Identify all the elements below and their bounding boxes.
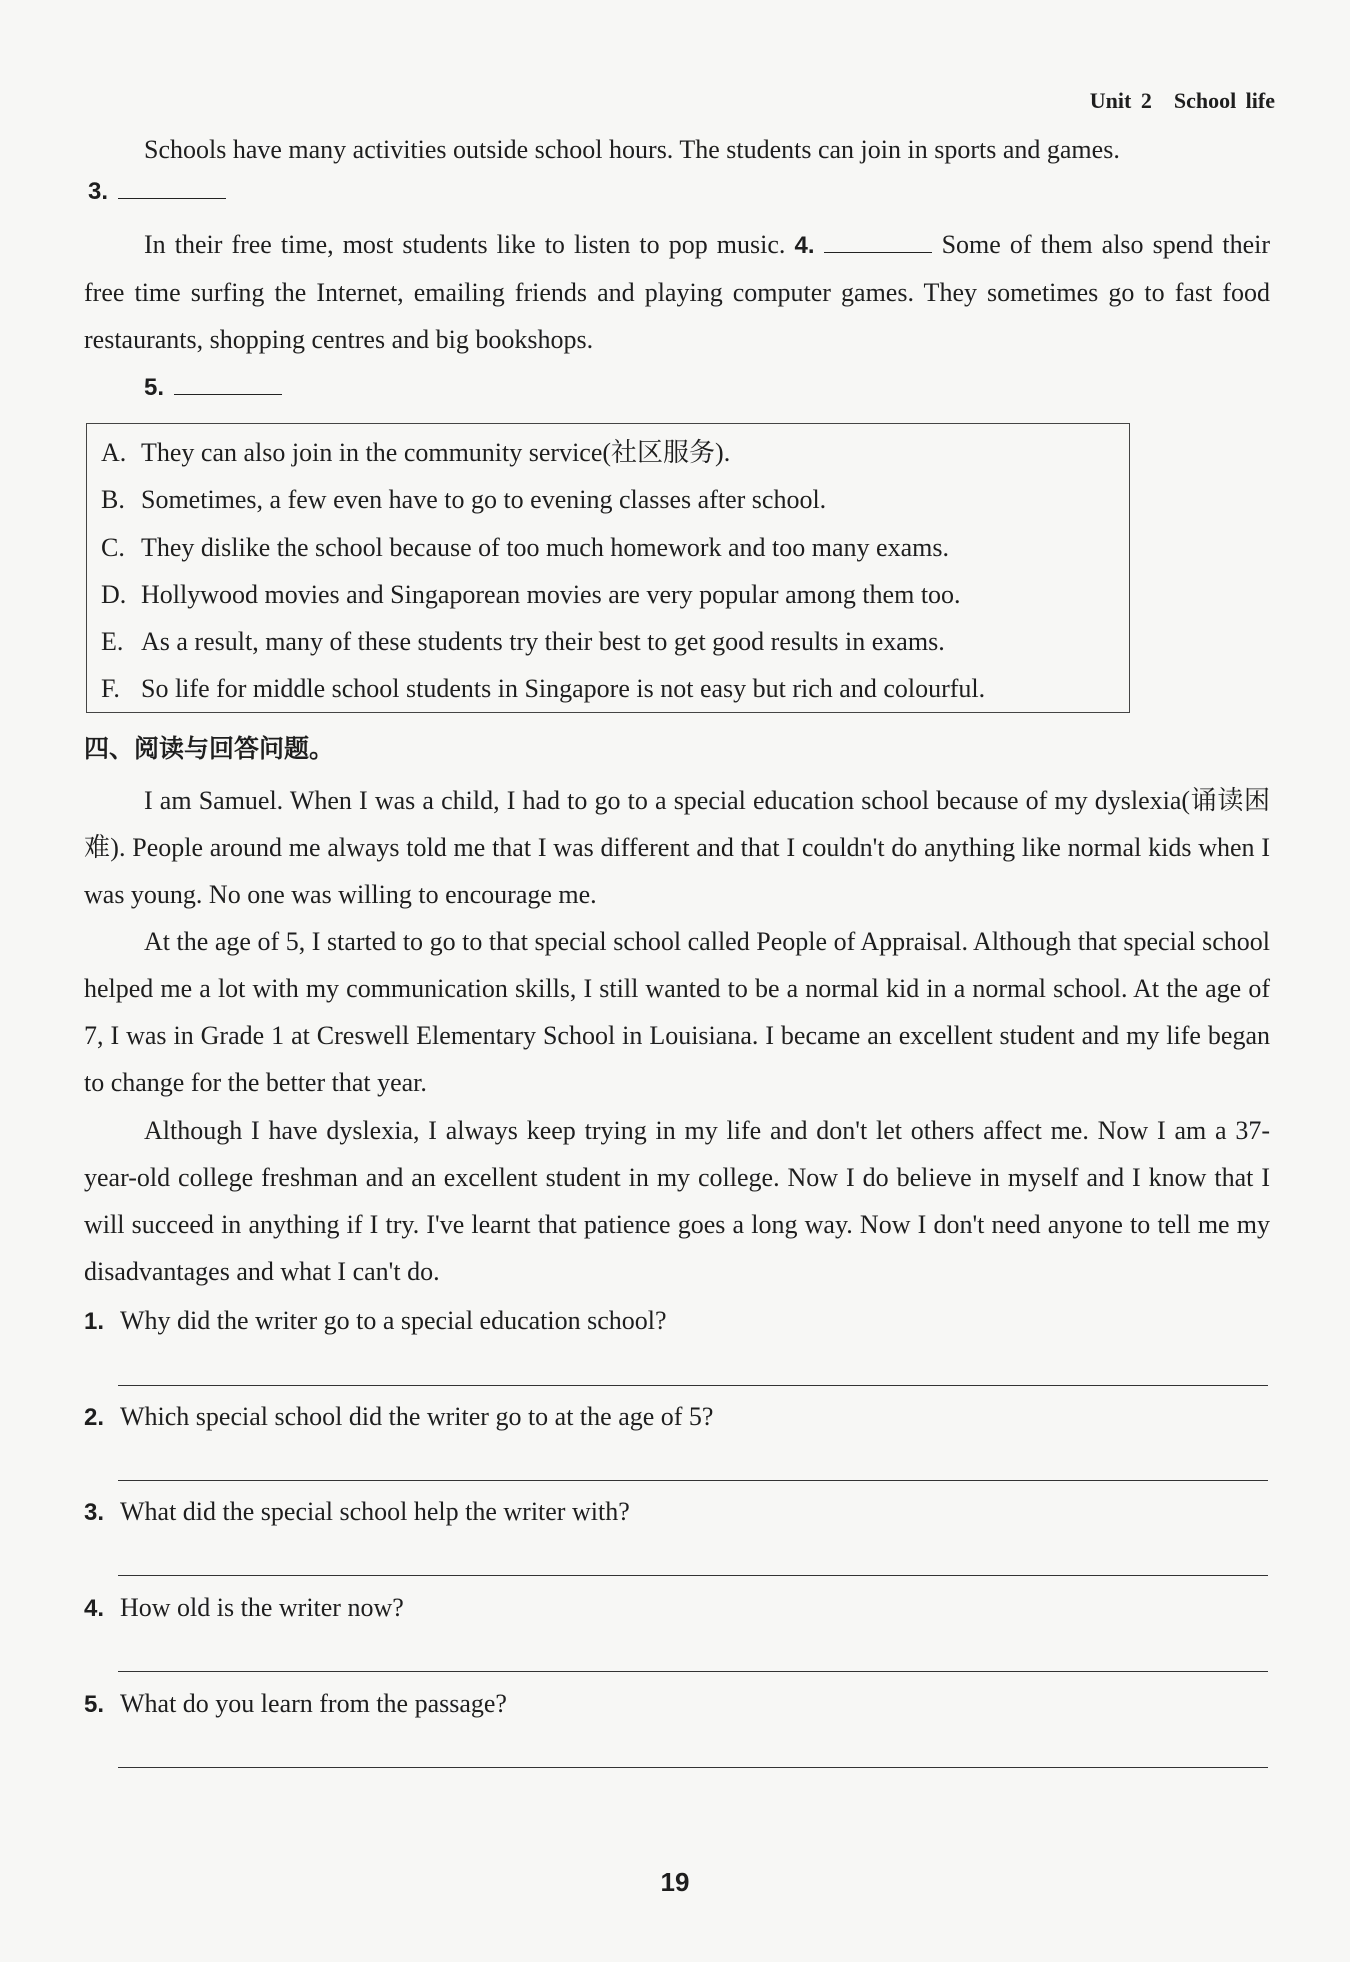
question-2: 2. Which special school did the writer go to at the age of 5? <box>84 1402 714 1431</box>
question-1: 1. Why did the writer go to a special education school? <box>84 1306 667 1335</box>
reading-paragraph-1: I am Samuel. When I was a child, I had to go to a special education school because of my dyslexia(诵读困难). People around me always told me that I was different and that I couldn't do anything like normal kids when I was young. No one was willing to encourage me. <box>84 786 1270 909</box>
blank-4-line[interactable] <box>824 230 932 253</box>
question-5: 5. What do you learn from the passage? <box>84 1689 507 1718</box>
reading-paragraph-2: At the age of 5, I started to go to that special school called People of Appraisal. Although that special school helped me a lot with my communication skills, I still wanted to be a normal kid in a normal school. At the age of 7, I was in Grade 1 at Creswell Elementary School in Louisiana. I became an excellent student and my life began to change for the better that year. <box>84 927 1270 1097</box>
question-3: 3. What did the special school help the writer with? <box>84 1497 630 1526</box>
blank-3 <box>88 176 226 206</box>
page-header <box>1090 88 1275 114</box>
blank-5-line[interactable] <box>174 372 282 395</box>
unit-label: Unit 2 <box>1089 88 1152 113</box>
option-e: E. As a result, many of these students try their best to get good results in exams. <box>101 627 945 657</box>
page-number: 19 <box>660 1867 690 1897</box>
option-b: B. Sometimes, a few even have to go to evening classes after school. <box>101 485 827 515</box>
passage-paragraph-2-part-b: Some of them also spend their free time surfing the Internet, emailing friends and playing computer games. They sometimes go to fast food restaurants, shopping centres and big bookshops. <box>84 230 1270 354</box>
option-a: A. They can also join in the community service(社区服务). <box>101 438 731 467</box>
answer-line-3[interactable] <box>118 1575 1268 1576</box>
section-4-title: 四、阅读与回答问题。 <box>84 734 335 763</box>
answer-line-2[interactable] <box>118 1480 1268 1481</box>
answer-line-1[interactable] <box>118 1385 1268 1386</box>
answer-line-4[interactable] <box>118 1671 1268 1672</box>
option-d: D. Hollywood movies and Singaporean movies are very popular among them too. <box>101 579 961 609</box>
blank-5-number: 5. <box>144 374 165 401</box>
passage-paragraph-1: Schools have many activities outside school hours. The students can join in sports and games. <box>144 135 1120 164</box>
options-box <box>86 423 1130 713</box>
answer-line-5[interactable] <box>118 1767 1268 1768</box>
blank-5 <box>144 372 282 402</box>
blank-3-number: 3. <box>88 178 109 205</box>
option-f: F. So life for middle school students in Singapore is not easy but rich and colourful. <box>101 674 986 704</box>
question-4: 4. How old is the writer now? <box>84 1593 404 1622</box>
blank-4-number: 4. <box>794 232 815 259</box>
passage-paragraph-2 <box>84 221 1270 363</box>
unit-title: School life <box>1173 88 1275 113</box>
option-c: C. They dislike the school because of too much homework and too many exams. <box>101 532 949 562</box>
passage-paragraph-2-part-a: In their free time, most students like to listen to pop music. <box>144 230 786 259</box>
reading-paragraph-3: Although I have dyslexia, I always keep trying in my life and don't let others affect me. Now I am a 37-year-old college freshman and an excellent student in my college. Now I do believe in myself and I know that I will succeed in anything if I try. I've learnt that patience goes a long way. Now I don't need anyone to tell me my disadvantages and what I can't do. <box>84 1116 1270 1286</box>
blank-3-line[interactable] <box>118 176 226 199</box>
